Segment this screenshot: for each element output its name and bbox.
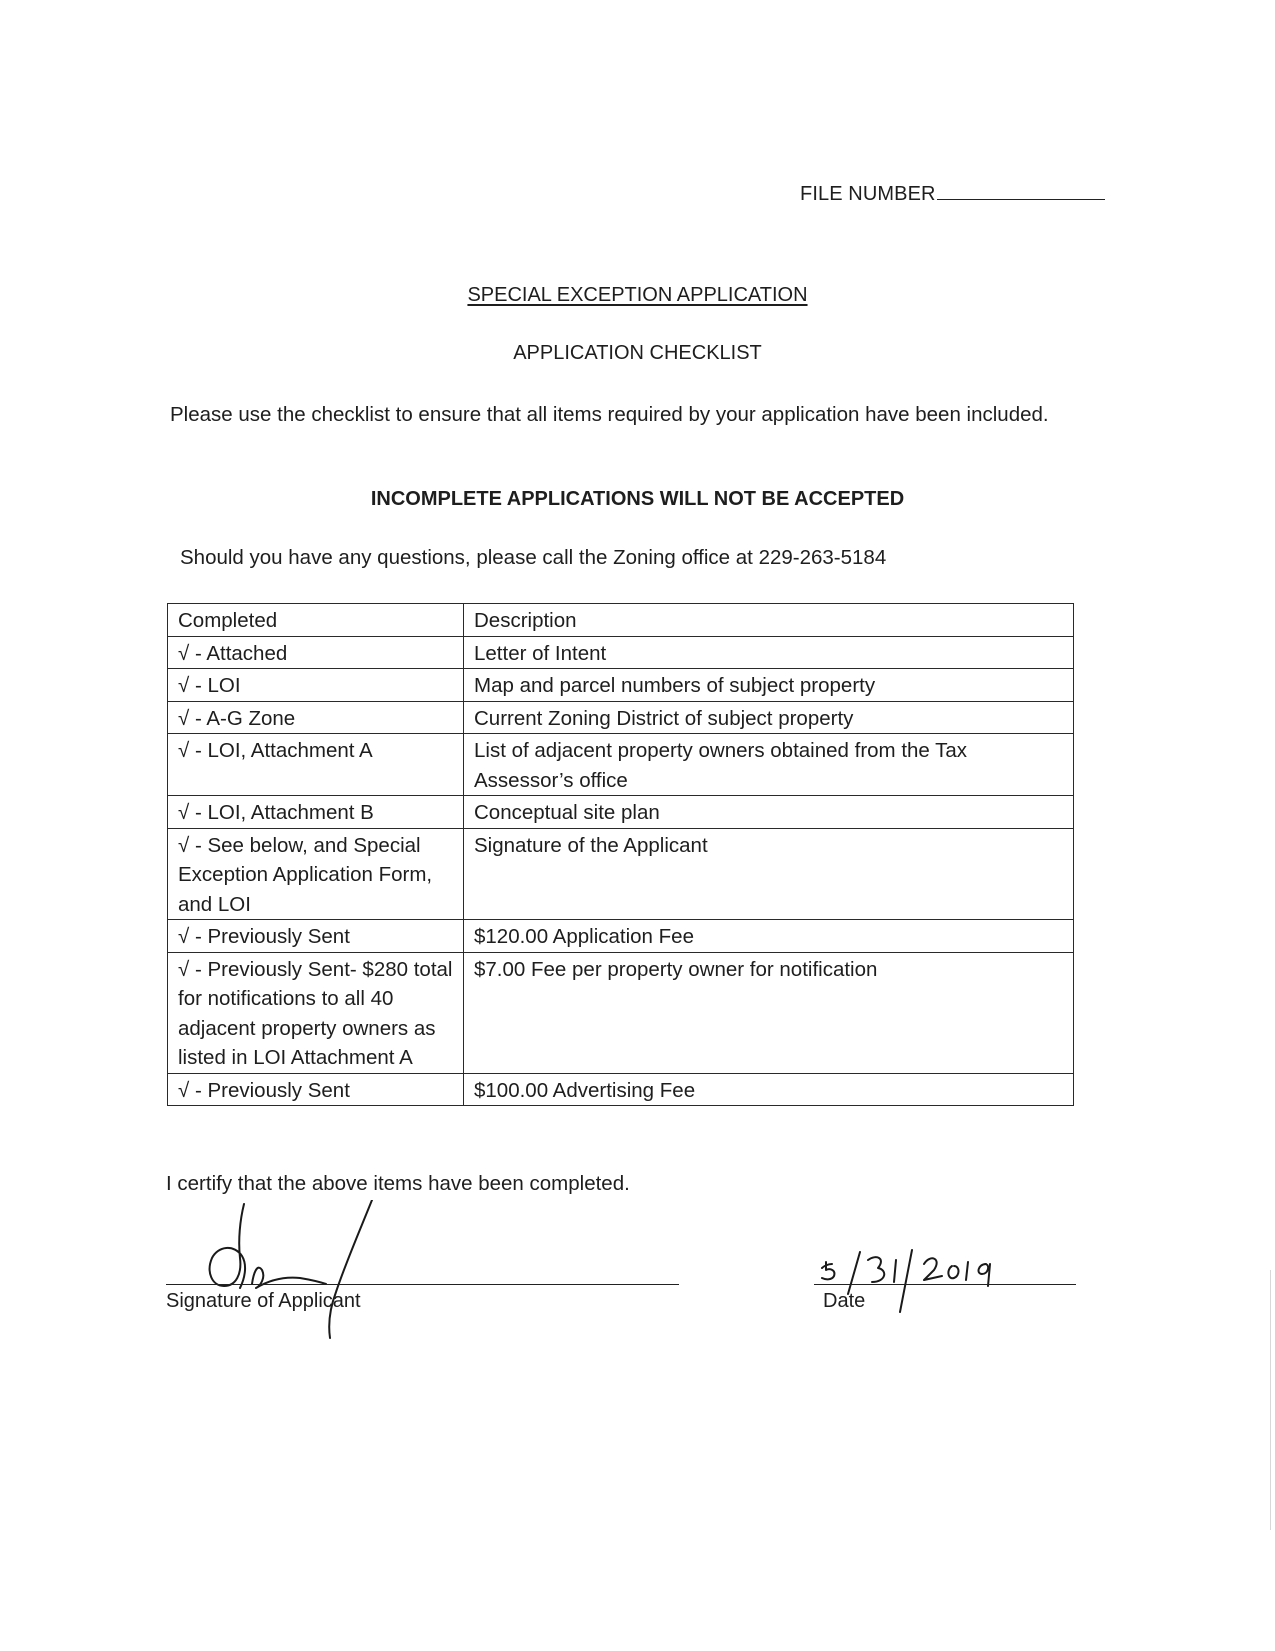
column-header-description: Description <box>464 604 1074 637</box>
table-row <box>168 669 1074 702</box>
description-cell: Current Zoning District of subject property <box>464 701 1074 734</box>
description-cell: Signature of the Applicant <box>464 828 1074 920</box>
column-header-completed: Completed <box>168 604 464 637</box>
file-number-field <box>800 181 1105 206</box>
description-cell: $100.00 Advertising Fee <box>464 1073 1074 1106</box>
completed-cell: √ - See below, and Special Exception Application Form, and LOI <box>168 828 464 920</box>
checklist-table <box>167 603 1074 1106</box>
file-number-blank <box>937 181 1105 200</box>
description-cell: $7.00 Fee per property owner for notification <box>464 952 1074 1073</box>
intro-paragraph: Please use the checklist to ensure that all items required by your application have been included. <box>170 403 1049 426</box>
completed-cell: √ - Previously Sent- $280 total for notifications to all 40 adjacent property owners as listed in LOI Attachment A <box>168 952 464 1073</box>
table-row <box>168 734 1074 796</box>
completed-cell: √ - LOI, Attachment B <box>168 796 464 829</box>
table-row <box>168 952 1074 1073</box>
completed-cell: √ - Previously Sent <box>168 1073 464 1106</box>
scan-edge-mark <box>1270 1270 1271 1530</box>
warning-notice: INCOMPLETE APPLICATIONS WILL NOT BE ACCEPTED <box>370 488 905 510</box>
completed-cell: √ - LOI <box>168 669 464 702</box>
description-cell: Map and parcel numbers of subject property <box>464 669 1074 702</box>
completed-cell: √ - Previously Sent <box>168 920 464 953</box>
file-number-label: FILE NUMBER <box>800 183 936 205</box>
description-cell: Conceptual site plan <box>464 796 1074 829</box>
date-label: Date <box>823 1290 866 1312</box>
contact-line: Should you have any questions, please call the Zoning office at 229-263-5184 <box>180 546 887 569</box>
table-row <box>168 701 1074 734</box>
document-subtitle: APPLICATION CHECKLIST <box>513 342 762 364</box>
signature-line <box>166 1284 679 1285</box>
document-title: SPECIAL EXCEPTION APPLICATION <box>467 284 808 306</box>
table-header-row <box>168 604 1074 637</box>
table-row <box>168 828 1074 920</box>
description-cell: $120.00 Application Fee <box>464 920 1074 953</box>
table-row <box>168 1073 1074 1106</box>
signature-label: Signature of Applicant <box>166 1290 361 1312</box>
date-line <box>814 1284 1076 1285</box>
completed-cell: √ - Attached <box>168 636 464 669</box>
completed-cell: √ - A-G Zone <box>168 701 464 734</box>
table-row <box>168 636 1074 669</box>
completed-cell: √ - LOI, Attachment A <box>168 734 464 796</box>
handwritten-signature <box>200 1200 410 1340</box>
description-cell: List of adjacent property owners obtained from the Tax Assessor’s office <box>464 734 1074 796</box>
table-row <box>168 920 1074 953</box>
table-row <box>168 796 1074 829</box>
description-cell: Letter of Intent <box>464 636 1074 669</box>
certification-statement: I certify that the above items have been completed. <box>166 1172 630 1195</box>
